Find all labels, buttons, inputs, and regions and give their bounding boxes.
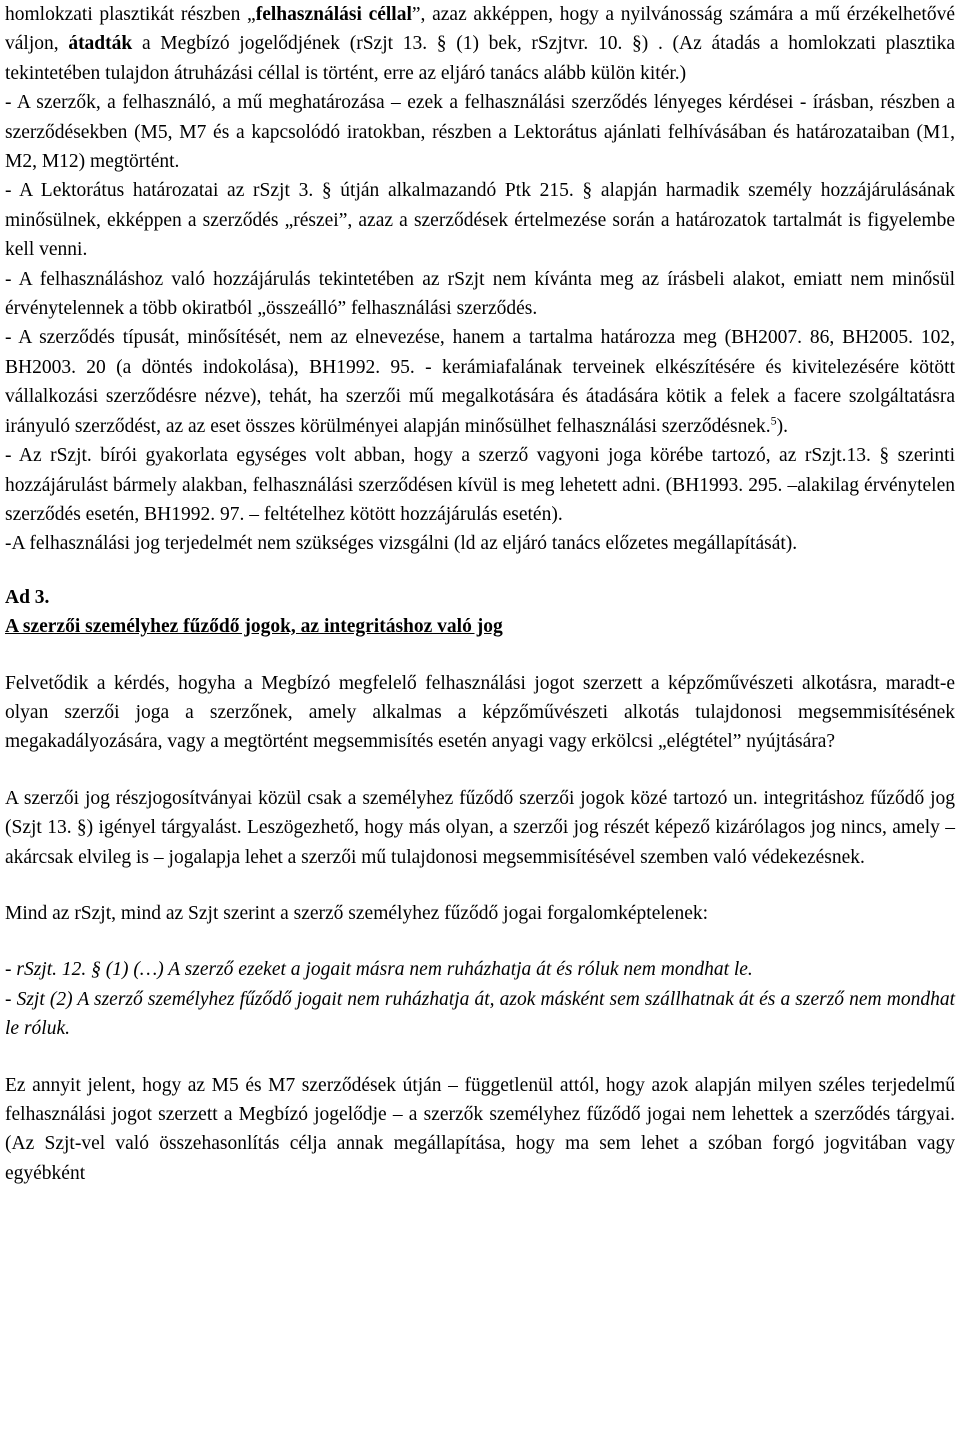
paragraph-scope: -A felhasználási jog terjedelmét nem szükséges vizsgálni (ld az eljáró tanács előzetes megállapítását). [5, 533, 798, 555]
paragraph-lektoratus: - A Lektorátus határozatai az rSzjt 3. § útján alkalmazandó Ptk 215. § alapján harmadik személy hozzájárulásának minősülnek, ekképpen a szerződés „részei”, azaz a szerződések értelmezése során a határozatok tartalmát is figyelembe kell venni. [5, 180, 955, 261]
text-run: - A szerződés típusát, minősítését, nem az elnevezése, hanem a tartalma határozza meg (BH2007. 86, BH2005. 102, BH2003. 20 (a döntés indokolása), BH1992. 95. - kerámiafalának terveinek elkészítésére és kivitelezésére kötött vállalkozási szerződésre nézve), tehát, ha szerzői mű megalkotására és átadására kötik a felek a facere szolgáltatásra irányuló szerződést, az az eset összes körülményei alapján minősülhet felhasználási szerződésnek. [5, 327, 955, 437]
text-run: ). [776, 415, 788, 437]
paragraph-case-law: - Az rSzjt. bírói gyakorlata egységes volt abban, hogy a szerző vagyoni joga körébe tartozó, az rSzjt.13. § szerinti hozzájárulást bármely alakban, felhasználási szerződésen kívül is meg lehetett adni. (BH1993. 295. –alakilag érvénytelen szerződés esetén, BH1992. 97. – feltételhez kötött hozzájárulás esetén). [5, 445, 955, 525]
paragraph-inalienable: Mind az rSzjt, mind az Szjt szerint a szerző személyhez fűződő jogai forgalomképtelenek: [5, 902, 709, 924]
paragraph-contract-type [5, 323, 955, 441]
footnote-ref: 5 [770, 413, 777, 428]
bold-run: felhasználási céllal [255, 4, 412, 25]
bold-run: átadták [68, 33, 133, 55]
paragraph-conclusion: Ez annyit jelent, hogy az M5 és M7 szerződések útján – függetlenül attól, hogy azok alapján milyen széles terjedelmű felhasználási jogot szerzett a Megbízó jogelődje – a szerzők személyhez fűződő jogai nem lehettek a szerződés tárgyai. (Az Szjt-vel való összehasonlítás célja annak megállapítása, hogy ma sem lehet a szóban forgó jogvitában vagy egyébként [5, 1074, 955, 1184]
text-run: a Megbízó jogelődjének (rSzjt 13. § (1) bek, rSzjtvr. 10. §) . (Az átadás a homlokzati plasztika tekintetében tulajdon átruházási céllal is történt, erre az eljáró tanács alább külön kitér.) [5, 33, 955, 84]
paragraph-integrity: A szerzői jog részjogosítványai közül csak a személyhez fűződő szerzői jogok közé tartozó un. integritáshoz fűződő jog (Szjt 13. §) igényel tárgyalást. Leszögezhető, hogy más olyan, a szerzői jog részét képező kizárólagos jog nincs, amely –akárcsak elvileg is – jogalapja lehet a szerzői mű tulajdonosi megsemmisítésével szemben való védekezésnek. [5, 787, 955, 868]
section-number: Ad 3. [5, 586, 50, 608]
text-run: homlokzati plasztikát részben „ [5, 4, 256, 25]
quote-rszjt: - rSzjt. 12. § (1) (…) A szerző ezeket a jogait másra nem ruházhatja át és róluk nem mondhat le. [5, 959, 753, 981]
paragraph-authors: - A szerzők, a felhasználó, a mű meghatározása – ezek a felhasználási szerződés lényeges kérdései - írásban, részben a szerződésekben (M5, M7 és a kapcsolódó iratokban, részben a Lektorátus ajánlati felhívásában és határozataiban (M1, M2, M12) megtörtént. [5, 92, 955, 173]
paragraph-question: Felvetődik a kérdés, hogyha a Megbízó megfelelő felhasználási jogot szerzett a képzőművészeti alkotásra, maradt-e olyan szerzői joga a szerzőnek, amely alkalmas a képzőművészeti alkotás tulajdonosi megsemmisítésének megakadályozására, vagy a megtörtént megsemmisítés esetén anyagi vagy erkölcsi „elégtétel” nyújtására? [5, 672, 955, 753]
section-title: A szerzői személyhez fűződő jogok, az integritáshoz való jog [5, 616, 503, 638]
paragraph-transfer [5, 0, 955, 88]
document-page [5, 0, 955, 1188]
paragraph-consent: - A felhasználáshoz való hozzájárulás tekintetében az rSzjt nem kívánta meg az írásbeli alakot, emiatt nem minősül érvénytelennek a több okiratból „összeálló” felhasználási szerződés. [5, 268, 955, 320]
text-run: ”, azaz akképpen, hogy a nyilvánosság számára a mű érzékelhetővé váljon, [5, 4, 955, 55]
quote-szjt: - Szjt (2) A szerző személyhez fűződő jogait nem ruházhatja át, azok másként sem szállhatnak át és a szerző nem mondhat le róluk. [5, 988, 955, 1040]
